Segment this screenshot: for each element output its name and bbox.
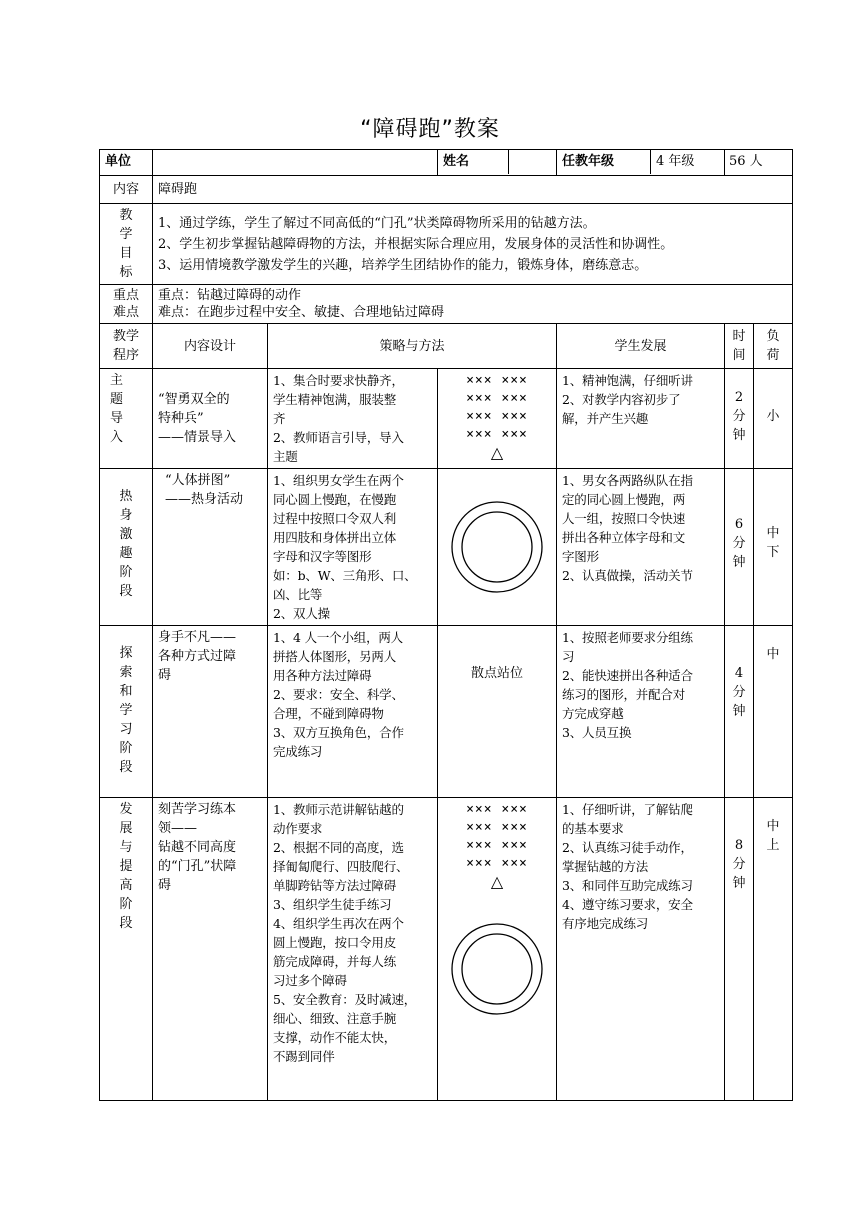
goals-list — [153, 204, 793, 285]
stage-load: 中 上 — [754, 798, 793, 1101]
stage-design: “智勇双全的 特种兵” ——情景导入 — [153, 369, 268, 469]
unit-value — [153, 150, 438, 176]
stage-name: 主 题 导 入 — [100, 369, 153, 469]
formation-row: ××× ××× — [466, 802, 528, 817]
goal-item: 3、运用情境教学激发学生的兴趣，培养学生团结协作的能力，锻炼身体，磨练意志。 — [158, 257, 648, 273]
formation-row: ××× ××× — [466, 838, 528, 853]
formation-row: ××× ××× — [466, 820, 528, 835]
stage-name: 探 索 和 学 习 阶 段 — [100, 626, 153, 798]
page-title: “障碍跑”教案 — [360, 117, 500, 142]
stage-development: 1、按照老师要求分组练 习 2、能快速拼出各种适合 练习的图形，并配合对 方完成穿越 3、人员互换 — [557, 626, 725, 798]
stage-strategy: 1、组织男女学生在两个 同心圆上慢跑，在慢跑 过程中按照口令双人利 用四肢和身体拼出立体 字母和汉字等图形 如：b、W、三角形、口、 凶、比等 2、双人操 — [268, 469, 438, 626]
stage-row — [100, 369, 793, 469]
stage-row — [100, 469, 793, 626]
teacher-triangle-icon: △ — [490, 443, 504, 462]
goal-item: 1、通过学练，学生了解过不同高低的“门孔”状类障碍物所采用的钻越方法。 — [158, 215, 596, 231]
formation-row: ××× ××× — [466, 427, 528, 442]
grade-value: 4 年级 — [656, 154, 695, 169]
name-value — [509, 150, 556, 174]
stage-time: 8 分 钟 — [725, 798, 754, 1101]
stage-development: 1、仔细听讲，了解钻爬 的基本要求 2、认真练习徒手动作， 掌握钻越的方法 3、和同伴互助完成练习 4、遵守练习要求，安全 有序地完成练习 — [557, 798, 725, 1101]
col-load: 负 荷 — [754, 324, 793, 369]
stage-design: 身手不凡—— 各种方式过障 碍 — [153, 626, 268, 798]
header-row — [100, 150, 793, 176]
stage-development: 1、男女各两路纵队在指 定的同心圆上慢跑，两 人一组，按照口令快速 拼出各种立体字母和文 字图形 2、认真做操，活动关节 — [557, 469, 725, 626]
content-label: 内容 — [100, 176, 153, 204]
grade-label: 任教年级 — [557, 150, 651, 174]
formation-row: ××× ××× — [466, 409, 528, 424]
key-points-row — [100, 285, 793, 324]
stage-name: 发 展 与 提 高 阶 段 — [100, 798, 153, 1101]
stage-design: 刻苦学习练本 领—— 钻越不同高度 的“门孔”状障 碍 — [153, 798, 268, 1101]
col-strategy: 策略与方法 — [268, 324, 557, 369]
stage-strategy: 1、4 人一个小组，两人 拼搭人体图形，另两人 用各种方法过障碍 2、要求：安全、科学、 合理，不碰到障碍物 3、双方互换角色，合作 完成练习 — [268, 626, 438, 798]
col-time: 时 间 — [725, 324, 754, 369]
goals-row — [100, 204, 793, 285]
key-point-item: 难点：在跑步过程中安全、敏捷、合理地钻过障碍 — [158, 305, 445, 320]
key-points-label: 重点 难点 — [100, 285, 153, 324]
key-points-list — [153, 285, 793, 324]
col-content-design: 内容设计 — [153, 324, 268, 369]
stage-design: “人体拼图” ——热身活动 — [153, 469, 268, 626]
count-value: 56 人 — [729, 154, 763, 169]
formation-row: ××× ××× — [466, 373, 528, 388]
stage-time: 6 分 钟 — [725, 469, 754, 626]
concentric-circles-icon — [449, 499, 545, 595]
content-value: 障碍跑 — [153, 176, 793, 204]
stage-load: 中 — [754, 626, 793, 798]
stage-development: 1、精神饱满，仔细听讲 2、对教学内容初步了 解，并产生兴趣 — [557, 369, 725, 469]
name-label: 姓名 — [438, 150, 509, 174]
key-point-item: 重点：钻越过障碍的动作 — [158, 288, 302, 303]
goals-label: 教 学 目 标 — [100, 204, 153, 285]
stage-time: 2 分 钟 — [725, 369, 754, 469]
col-procedure: 教学 程序 — [100, 324, 153, 369]
lesson-plan-table — [99, 149, 793, 1101]
stage-name: 热 身 激 趣 阶 段 — [100, 469, 153, 626]
stage-load: 小 — [754, 369, 793, 469]
stage-time: 4 分 钟 — [725, 626, 754, 798]
stage-row — [100, 626, 793, 798]
stage-load: 中 下 — [754, 469, 793, 626]
stage-strategy: 1、集合时要求快静齐， 学生精神饱满，服装整 齐 2、教师语言引导，导入 主题 — [268, 369, 438, 469]
stage-strategy: 1、教师示范讲解钻越的 动作要求 2、根据不同的高度，选 择匍匐爬行、四肢爬行、 单脚跨钻等方法过障碍 3、组织学生徒手练习 4、组织学生再次在两个 圆上慢跑，按口令用皮 筋完成障碍，并每人练 习过多个障碍 5、安全教育：及时减速， 细心、细致、注意手腕 支撑，动作不能太快， 不踢到同伴 — [268, 798, 438, 1101]
stage-row — [100, 798, 793, 1101]
concentric-circles-icon — [449, 921, 545, 1017]
concentric-circles-cell — [438, 469, 557, 626]
formation-diagram — [438, 798, 557, 1101]
scattered-formation: 散点站位 — [438, 626, 557, 798]
formation-row: ××× ××× — [466, 391, 528, 406]
col-development: 学生发展 — [557, 324, 725, 369]
content-row — [100, 176, 793, 204]
unit-label: 单位 — [100, 150, 153, 176]
formation-row: ××× ××× — [466, 856, 528, 871]
teacher-triangle-icon: △ — [490, 872, 504, 891]
column-header-row — [100, 324, 793, 369]
formation-diagram — [438, 369, 557, 469]
goal-item: 2、学生初步掌握钻越障碍物的方法，并根据实际合理应用，发展身体的灵活性和协调性。 — [158, 236, 674, 252]
